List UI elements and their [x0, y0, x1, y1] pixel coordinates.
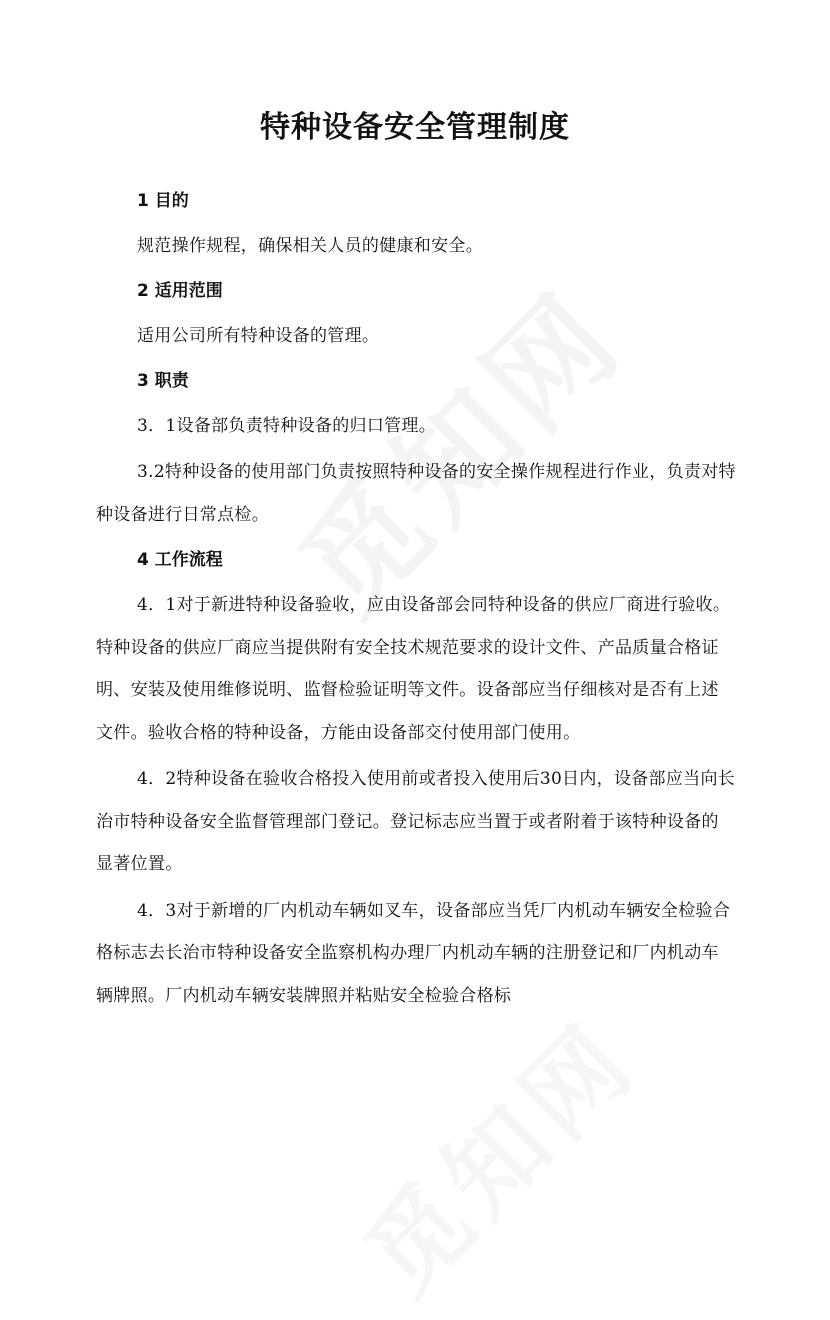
- section-heading-purpose: 1 目的: [137, 191, 189, 211]
- paragraph-purpose: 规范操作规程，确保相关人员的健康和安全。: [137, 236, 483, 256]
- paragraph-duty-3-2: 3.2特种设备的使用部门负责按照特种设备的安全操作规程进行作业，负责对特种设备进行日常点检。: [96, 462, 736, 525]
- section-heading-duties: 3 职责: [137, 371, 189, 391]
- paragraph-flow-4-3: 4．3对于新增的厂内机动车辆如叉车，设备部应当凭厂内机动车辆安全检验合格标志去长治市特种设备安全监察机构办理厂内机动车辆的注册登记和厂内机动车辆牌照。厂内机动车辆安装牌照并粘贴安全检验合格标: [96, 900, 731, 1006]
- paragraph-scope: 适用公司所有特种设备的管理。: [137, 326, 380, 346]
- section-heading-workflow: 4 工作流程: [137, 550, 223, 570]
- document-title: 特种设备安全管理制度: [260, 110, 570, 145]
- document-body: [96, 181, 736, 1017]
- section-heading-scope: 2 适用范围: [137, 281, 223, 301]
- paragraph-duty-3-1: 3．1设备部负责特种设备的归口管理。: [137, 416, 437, 436]
- watermark-secondary: [327, 984, 662, 1319]
- paragraph-flow-4-1: 4．1对于新进特种设备验收，应由设备部会同特种设备的供应厂商进行验收。特种设备的供应厂商应当提供附有安全技术规范要求的设计文件、产品质量合格证明、安装及使用维修说明、监督检验证明等文件。设备部应当仔细核对是否有上述文件。验收合格的特种设备，方能由设备部交付使用部门使用。: [96, 595, 731, 743]
- paragraph-flow-4-2: 4．2特种设备在验收合格投入使用前或者投入使用后30日内，设备部应当向长治市特种设备安全监督管理部门登记。登记标志应当置于或者附着于该特种设备的显著位置。: [96, 769, 736, 874]
